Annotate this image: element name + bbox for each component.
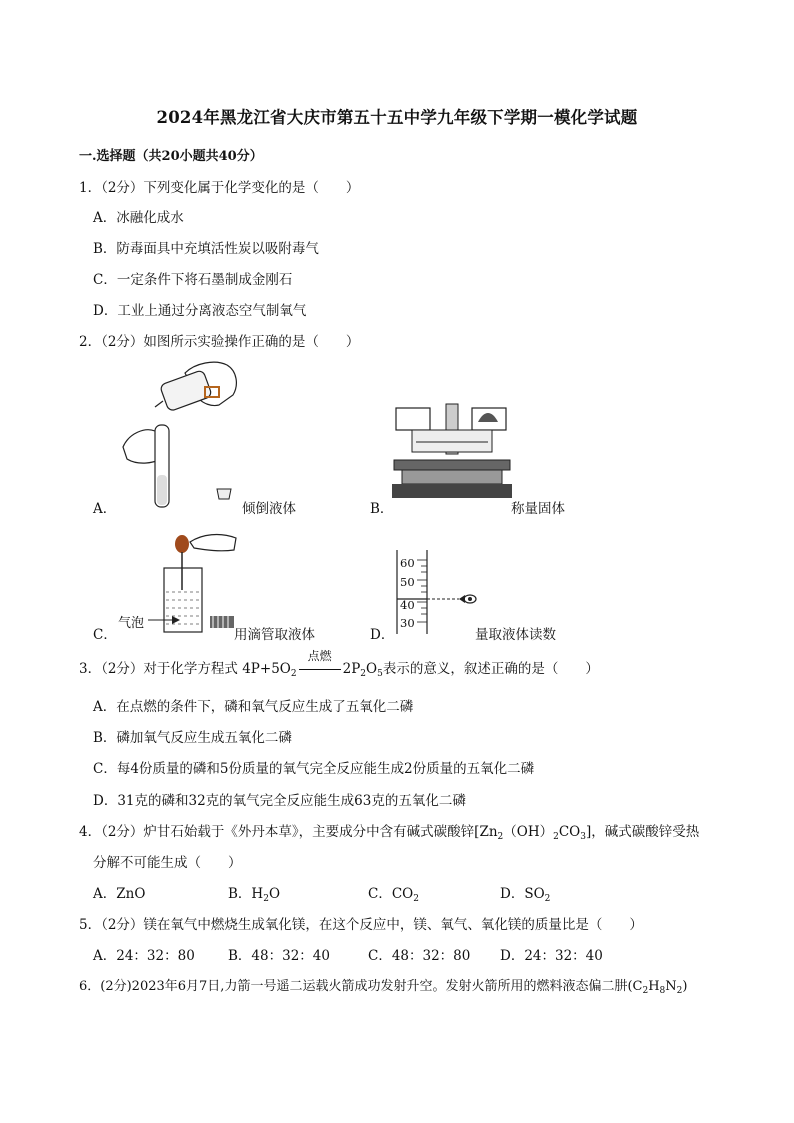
balance-scale-illustration xyxy=(392,400,512,510)
question-5-option-a: A．24：32：80 xyxy=(93,948,195,964)
question-2-option-c-caption: 用滴管取液体 xyxy=(234,627,315,643)
question-1-option-b: B．防毒面具中充填活性炭以吸附毒气 xyxy=(93,241,319,257)
question-1-stem: 1．（2分）下列变化属于化学变化的是（ ） xyxy=(79,180,360,196)
question-2-option-d-letter: D． xyxy=(370,627,395,643)
cylinder-tick-50: 50 xyxy=(400,575,415,589)
question-3-option-a: A．在点燃的条件下，磷和氧气反应生成了五氧化二磷 xyxy=(93,699,414,715)
page-title: 2024年黑龙江省大庆市第五十五中学九年级下学期一模化学试题 xyxy=(156,108,638,127)
cylinder-tick-60: 60 xyxy=(400,556,415,570)
question-1-option-a: A．冰融化成水 xyxy=(93,210,184,226)
pouring-liquid-illustration xyxy=(115,355,250,515)
graduated-cylinder-illustration xyxy=(395,548,480,636)
question-4-stem-line2: 分解不可能生成（ ） xyxy=(93,855,242,871)
question-4-option-c: C．$CO_2$ xyxy=(368,886,419,904)
question-5-option-b: B．48：32：40 xyxy=(228,948,330,964)
question-3-option-d: D．31克的磷和32克的氧气完全反应能生成63克的五氧化二磷 xyxy=(93,793,466,809)
question-4-stem-line1: 4．（2分）炉甘石始载于《外丹本草》，主要成分中含有碱式碳酸锌$[Zn_2(OH)_2CO_3]$，碱式碳酸锌受热 xyxy=(79,824,700,842)
question-4-option-d: D．$SO_2$ xyxy=(500,886,551,904)
question-2-option-a-letter: A． xyxy=(93,501,117,517)
section-heading: 一.选择题（共20小题共40分） xyxy=(79,149,263,164)
question-3-stem: 3．（2分）对于化学方程式 $4P+5O_2$ 点燃 $2P_2O_5$表示的意义，叙述正确的是（ ） xyxy=(79,649,599,679)
question-2-option-c-letter: C． xyxy=(93,627,117,643)
question-3-option-b: B．磷加氧气反应生成五氧化二磷 xyxy=(93,730,292,746)
question-5-stem: 5．（2分）镁在氧气中燃烧生成氧化镁，在这个反应中，镁、氧气、氧化镁的质量比是（ ） xyxy=(79,917,643,933)
question-4-option-a: A．ZnO xyxy=(93,886,146,902)
question-2-option-b-letter: B． xyxy=(370,501,394,517)
question-1-option-d: D．工业上通过分离液态空气制氧气 xyxy=(93,303,307,319)
question-5-option-d: D．24：32：40 xyxy=(500,948,603,964)
question-2-option-a-caption: 倾倒液体 xyxy=(242,501,296,517)
question-5-option-c: C．48：32：80 xyxy=(368,948,471,964)
cylinder-tick-30: 30 xyxy=(400,616,415,630)
question-4-option-b: B．$H_2O$ xyxy=(228,886,281,904)
question-2-option-d-caption: 量取液体读数 xyxy=(475,627,556,643)
question-2-bubble-label: 气泡 xyxy=(118,616,145,631)
arrow-icon xyxy=(148,614,182,626)
question-1-option-c: C．一定条件下将石墨制成金刚石 xyxy=(93,272,293,288)
question-6-stem: 6．(2分)2023年6月7日,力箭一号遥二运载火箭成功发射升空。发射火箭所用的燃料液态偏二肼$(C_2H_8N_2)$ xyxy=(79,979,688,996)
question-2-stem: 2．（2分）如图所示实验操作正确的是（ ） xyxy=(79,334,360,350)
question-3-option-c: C．每4份质量的磷和5份质量的氧气完全反应能生成2份质量的五氧化二磷 xyxy=(93,761,535,777)
reaction-arrow: 点燃 xyxy=(297,661,343,677)
cylinder-tick-40: 40 xyxy=(400,598,415,612)
question-2-option-b-caption: 称量固体 xyxy=(511,501,565,517)
